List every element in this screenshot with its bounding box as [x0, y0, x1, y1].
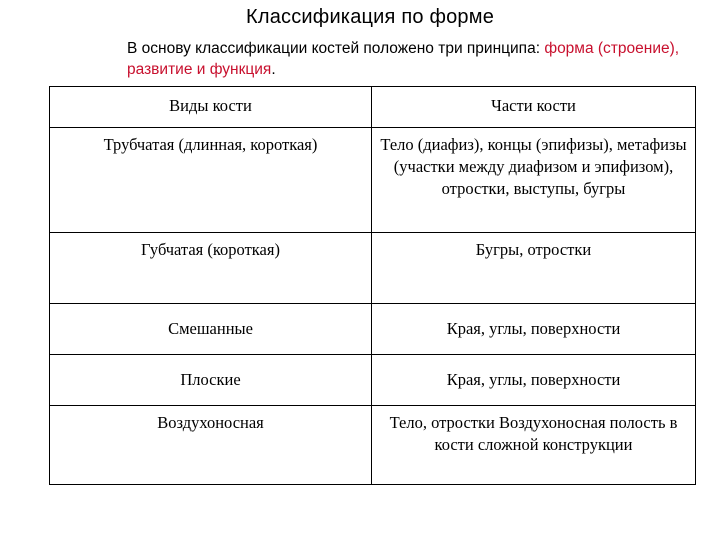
cell-bone-type: Смешанные — [50, 304, 372, 355]
table-row — [50, 128, 696, 233]
subtitle-highlight: форма (строение), развитие и функция — [127, 40, 680, 78]
cell-bone-type: Трубчатая (длинная, короткая) — [50, 128, 372, 233]
cell-bone-type: Плоские — [50, 355, 372, 406]
table-row — [50, 233, 696, 304]
table-header-row — [50, 87, 696, 128]
subtitle — [127, 38, 687, 80]
cell-bone-type: Воздухоносная — [50, 406, 372, 485]
table-row — [50, 406, 696, 485]
cell-bone-parts: Бугры, отростки — [372, 233, 696, 304]
cell-bone-parts: Тело (диафиз), концы (эпифизы), метафизы (участки между диафизом и эпифизом), отростки, выступы, бугры — [372, 128, 696, 233]
table-row — [50, 304, 696, 355]
subtitle-end: . — [271, 61, 276, 78]
cell-bone-parts: Края, углы, поверхности — [372, 304, 696, 355]
bone-classification-table — [49, 86, 696, 485]
cell-bone-parts: Тело, отростки Воздухоносная полость в кости сложной конструкции — [372, 406, 696, 485]
page-title: Классификация по форме — [245, 6, 495, 28]
table-row — [50, 355, 696, 406]
header-bone-types: Виды кости — [50, 87, 372, 128]
header-bone-parts: Части кости — [372, 87, 696, 128]
subtitle-text: В основу классификации костей положено три принципа: — [127, 40, 545, 57]
cell-bone-parts: Края, углы, поверхности — [372, 355, 696, 406]
cell-bone-type: Губчатая (короткая) — [50, 233, 372, 304]
